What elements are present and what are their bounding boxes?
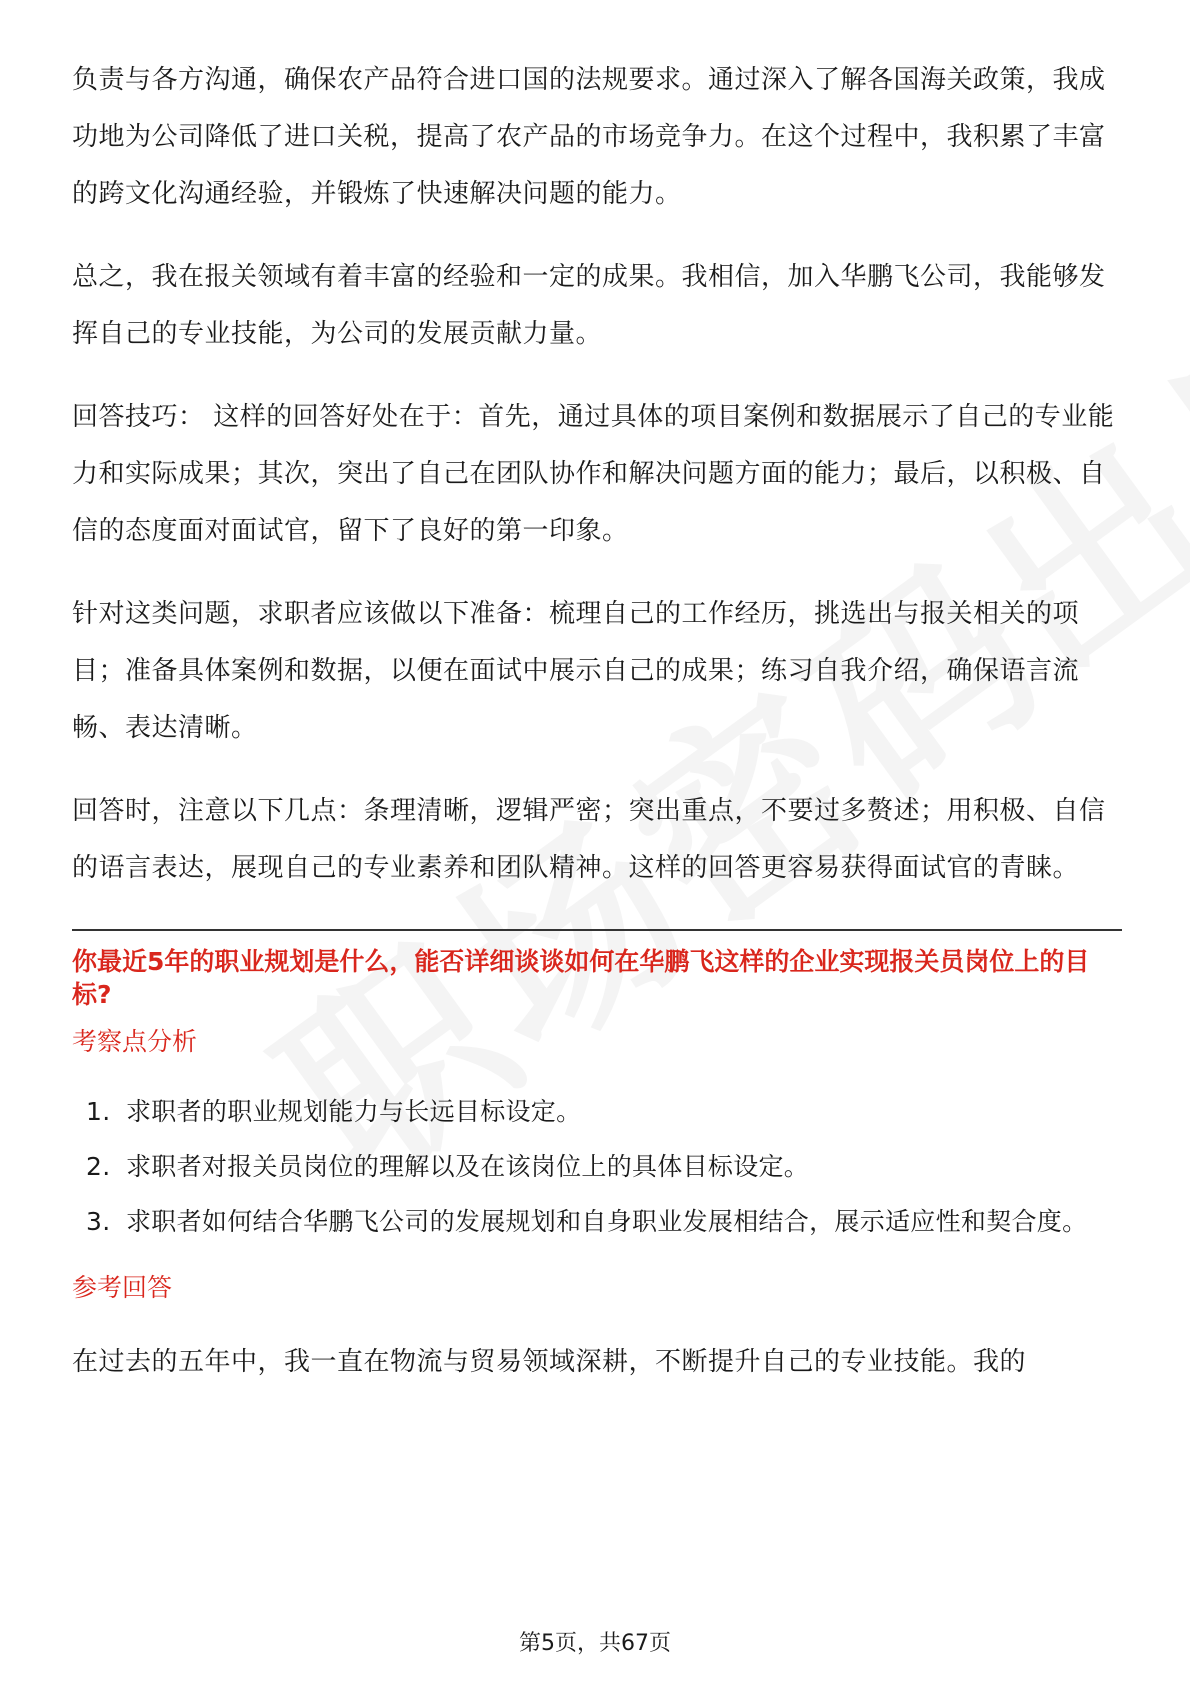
list-item [72,1194,1122,1249]
reference-answer-heading: 参考回答 [72,1273,173,1302]
paragraph-summary: 总之，我在报关领域有着丰富的经验和一定的成果。我相信，加入华鹏飞公司，我能够发挥自己的专业技能，为公司的发展贡献力量。 [72,262,1106,349]
list-item-text: 求职者对报关员岗位的理解以及在该岗位上的具体目标设定。 [126,1152,810,1181]
section-divider [72,929,1122,931]
paragraph-answer-notes: 回答时，注意以下几点：条理清晰，逻辑严密；突出重点，不要过多赘述；用积极、自信的语言表达，展现自己的专业素养和团队精神。这样的回答更容易获得面试官的青睐。 [72,796,1106,883]
list-item-text: 求职者如何结合华鹏飞公司的发展规划和自身职业发展相结合，展示适应性和契合度。 [126,1207,1088,1236]
list-item-number: 2. [86,1152,111,1181]
document-page [72,52,1122,1417]
list-item [72,1139,1122,1194]
analysis-list [72,1084,1122,1249]
page-footer: 第5页，共67页 [519,1631,671,1656]
list-item-number: 1. [86,1097,111,1126]
list-item-number: 3. [86,1207,111,1236]
paragraph-preparation: 针对这类问题，求职者应该做以下准备：梳理自己的工作经历，挑选出与报关相关的项目；准备具体案例和数据，以便在面试中展示自己的成果；练习自我介绍，确保语言流畅、表达清晰。 [72,599,1080,743]
list-item-text: 求职者的职业规划能力与长远目标设定。 [126,1097,582,1126]
list-item [72,1084,1122,1139]
interview-question: 你最近5年的职业规划是什么，能否详细谈谈如何在华鹏飞这样的企业实现报关员岗位上的目标? [72,947,1090,1009]
paragraph-answer-tips: 回答技巧： 这样的回答好处在于：首先，通过具体的项目案例和数据展示了自己的专业能力和实际成果；其次，突出了自己在团队协作和解决问题方面的能力；最后，以积极、自信的态度面对面试官，留下了良好的第一印象。 [72,402,1115,546]
paragraph-customs-experience: 负责与各方沟通，确保农产品符合进口国的法规要求。通过深入了解各国海关政策，我成功地为公司降低了进口关税，提高了农产品的市场竞争力。在这个过程中，我积累了丰富的跨文化沟通经验，并锻炼了快速解决问题的能力。 [72,65,1106,209]
analysis-heading: 考察点分析 [72,1027,198,1056]
reference-answer-text: 在过去的五年中，我一直在物流与贸易领域深耕，不断提升自己的专业技能。我的 [72,1347,1027,1377]
